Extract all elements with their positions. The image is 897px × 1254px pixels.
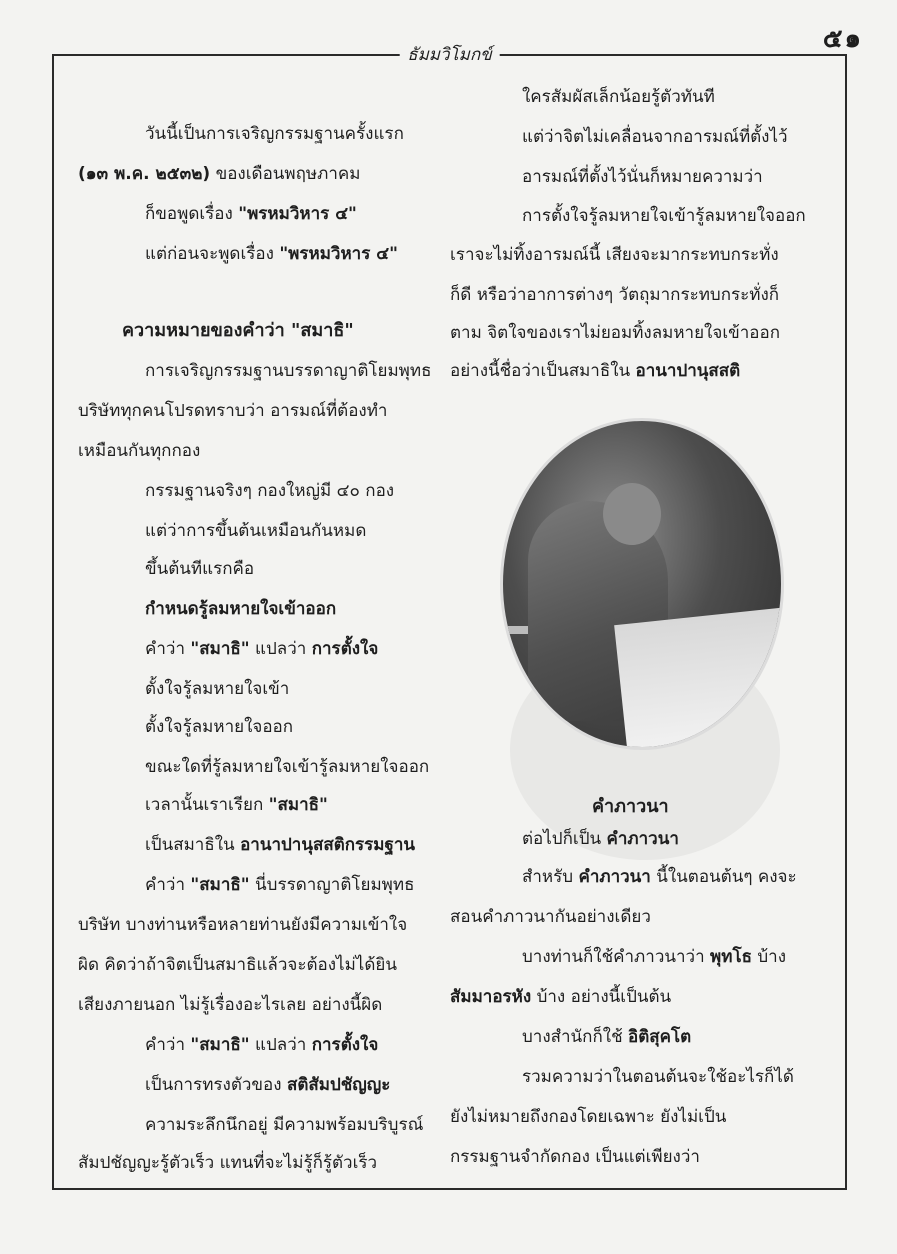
paragraph-line <box>522 866 797 888</box>
bold-text: "พรหมวิหาร ๔" <box>279 244 399 264</box>
paragraph-line: ผิด คิดว่าถ้าจิตเป็นสมาธิแล้วจะต้องไม่ได้ยิน <box>78 955 397 975</box>
text: คำว่า <box>145 875 191 895</box>
text: เป็นสมาธิใน <box>145 835 241 855</box>
paragraph-line: รวมความว่าในตอนต้นจะใช้อะไรก็ได้ <box>522 1067 794 1087</box>
paragraph-line: อารมณ์ที่ตั้งไว้นั่นก็หมายความว่า <box>522 167 763 187</box>
paragraph-line: เสียงภายนอก ไม่รู้เรื่องอะไรเลย อย่างนี้ผิด <box>78 995 383 1015</box>
page-number: ๕๑ <box>822 24 863 54</box>
paragraph-line: กรรมฐานจำกัดกอง เป็นแต่เพียงว่า <box>450 1147 700 1167</box>
bold-text: สัมมาอรหัง <box>450 987 532 1007</box>
paragraph-line: วันนี้เป็นการเจริญกรรมฐานครั้งแรก <box>145 124 404 144</box>
paragraph-line <box>145 638 378 660</box>
paragraph-line: แต่ว่าการขึ้นต้นเหมือนกันหมด <box>145 521 367 541</box>
paragraph-line: แต่ว่าจิตไม่เคลื่อนจากอารมณ์ที่ตั้งไว้ <box>522 127 788 147</box>
paragraph-line <box>522 828 679 850</box>
paragraph-line <box>450 360 740 382</box>
bold-text: อานาปานุสสติกรรมฐาน <box>240 835 416 855</box>
paragraph-line: การตั้งใจรู้ลมหายใจเข้ารู้ลมหายใจออก <box>522 206 806 226</box>
paragraph-line <box>522 1026 691 1048</box>
photo-table-cloth <box>614 607 784 750</box>
bold-text: พุทโธ <box>710 947 752 967</box>
text: คำว่า <box>145 639 191 659</box>
text: สำหรับ <box>522 867 579 887</box>
bold-text: "สมาธิ" <box>268 795 328 815</box>
paragraph-line <box>145 203 357 225</box>
bold-text: "สมาธิ" <box>190 875 250 895</box>
paragraph-line <box>145 834 415 856</box>
paragraph-line: สัมปชัญญะรู้ตัวเร็ว แทนที่จะไม่รู้ก็รู้ตัวเร็ว <box>78 1153 378 1173</box>
text: นี่บรรดาญาติโยมพุทธ <box>249 875 415 895</box>
bold-text: อานาปานุสสติ <box>635 361 741 381</box>
bold-text: การตั้งใจ <box>311 639 379 659</box>
bold-text: คำภาวนา <box>578 867 651 887</box>
bold-text: สติสัมปชัญญะ <box>286 1075 391 1095</box>
text: บ้าง <box>751 947 786 967</box>
text: บางท่านก็ใช้คำภาวนาว่า <box>522 947 711 967</box>
paragraph-line: สอนคำภาวนากันอย่างเดียว <box>450 907 651 927</box>
text: ก็ขอพูดเรื่อง <box>145 204 239 224</box>
text: อย่างนี้ชื่อว่าเป็นสมาธิใน <box>450 361 636 381</box>
paragraph-line: ขึ้นต้นทีแรกคือ <box>145 559 255 579</box>
bold-text: "สมาธิ" <box>190 639 250 659</box>
bold-text: "สมาธิ" <box>190 1035 250 1055</box>
paragraph-line <box>145 874 414 896</box>
paragraph-line <box>145 1034 378 1056</box>
paragraph-line: บริษัท บางท่านหรือหลายท่านยังมีความเข้าใจ <box>78 915 408 935</box>
paragraph-line: เราจะไม่ทิ้งอารมณ์นี้ เสียงจะมากระทบกระทั่ง <box>450 245 779 265</box>
text: ต่อไปก็เป็น <box>522 829 607 849</box>
photo-figure-head <box>603 483 661 545</box>
text: เวลานั้นเราเรียก <box>145 795 269 815</box>
section-heading: ความหมายของคำว่า "สมาธิ" <box>122 320 354 341</box>
monk-photo <box>500 418 784 750</box>
paragraph-line <box>78 163 360 185</box>
text: แปลว่า <box>249 639 312 659</box>
paragraph-line: ก็ดี หรือว่าอาการต่างๆ วัตถุมากระทบกระทั่งก็ <box>450 285 780 305</box>
text: แต่ก่อนจะพูดเรื่อง <box>145 244 280 264</box>
text: เป็นการทรงตัวของ <box>145 1075 287 1095</box>
bold-text: คำภาวนา <box>606 829 679 849</box>
paragraph-line: ตาม จิตใจของเราไม่ยอมทิ้งลมหายใจเข้าออก <box>450 323 781 343</box>
paragraph-line <box>145 243 398 265</box>
paragraph-line <box>145 794 328 816</box>
text: คำว่า <box>145 1035 191 1055</box>
paragraph-line: ตั้งใจรู้ลมหายใจออก <box>145 717 294 737</box>
text: นี้ในตอนต้นๆ คงจะ <box>650 867 797 887</box>
paragraph-line: ขณะใดที่รู้ลมหายใจเข้ารู้ลมหายใจออก <box>145 757 430 777</box>
paragraph-line <box>450 986 671 1008</box>
paragraph-line <box>522 946 786 968</box>
paragraph-line: กำหนดรู้ลมหายใจเข้าออก <box>145 599 337 619</box>
section-heading: คำภาวนา <box>592 796 669 817</box>
text: แปลว่า <box>249 1035 312 1055</box>
paragraph-line <box>145 1074 390 1096</box>
text: บ้าง อย่างนี้เป็นต้น <box>531 987 672 1007</box>
bold-text: (๑๓ พ.ค. ๒๕๓๒) <box>78 164 211 184</box>
paragraph-line: ใครสัมผัสเล็กน้อยรู้ตัวทันที <box>522 87 715 107</box>
bold-text: การตั้งใจ <box>311 1035 379 1055</box>
paragraph-line: กรรมฐานจริงๆ กองใหญ่มี ๔๐ กอง <box>145 481 395 501</box>
bold-text: "พรหมวิหาร ๔" <box>238 204 357 224</box>
bold-text: อิติสุคโต <box>628 1027 692 1047</box>
paragraph-line: บริษัททุกคนโปรดทราบว่า อารมณ์ที่ต้องทำ <box>78 401 388 421</box>
text: ของเดือนพฤษภาคม <box>210 164 361 184</box>
paragraph-line: การเจริญกรรมฐานบรรดาญาติโยมพุทธ <box>145 361 432 381</box>
header-title: ธัมมวิโมกข์ <box>399 41 500 68</box>
paragraph-line: ยังไม่หมายถึงกองโดยเฉพาะ ยังไม่เป็น <box>450 1107 727 1127</box>
paragraph-line: ความระลึกนึกอยู่ มีความพร้อมบริบูรณ์ <box>145 1115 424 1135</box>
text: บางสำนักก็ใช้ <box>522 1027 629 1047</box>
paragraph-line: ตั้งใจรู้ลมหายใจเข้า <box>145 679 290 699</box>
paragraph-line: เหมือนกันทุกกอง <box>78 441 201 461</box>
